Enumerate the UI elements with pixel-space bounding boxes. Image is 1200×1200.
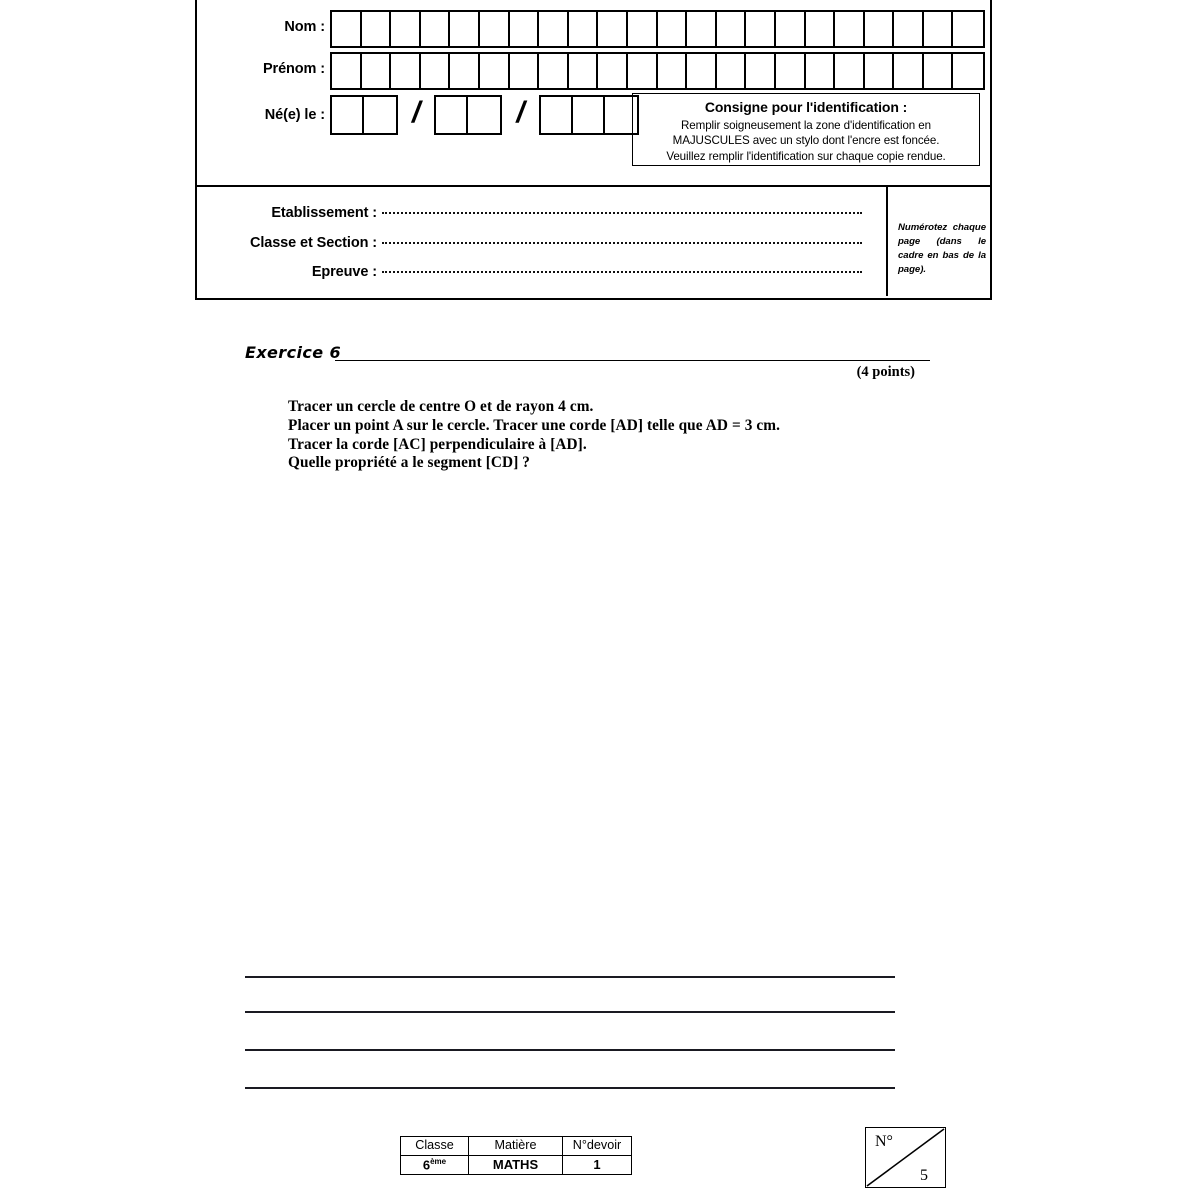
epreuve-row xyxy=(197,264,886,280)
character-cell[interactable] xyxy=(569,54,599,88)
character-cell[interactable] xyxy=(717,12,747,46)
numbering-note xyxy=(890,187,994,296)
exercise-header xyxy=(245,343,930,363)
character-cell[interactable] xyxy=(776,12,806,46)
character-cell[interactable] xyxy=(835,54,865,88)
character-cell[interactable] xyxy=(573,97,605,133)
identification-frame xyxy=(195,0,992,300)
character-cell[interactable] xyxy=(362,54,392,88)
table-header-row xyxy=(401,1137,632,1156)
exercise-rule xyxy=(335,360,930,361)
school-fields xyxy=(197,187,888,296)
prenom-row xyxy=(197,50,990,88)
character-cell[interactable] xyxy=(658,12,688,46)
character-cell[interactable] xyxy=(332,97,364,133)
classe-ordinal-suffix: ème xyxy=(430,1156,447,1166)
character-cell[interactable] xyxy=(687,54,717,88)
value-matiere: MATHS xyxy=(469,1155,563,1175)
character-cell[interactable] xyxy=(658,54,688,88)
character-cell[interactable] xyxy=(953,12,983,46)
character-cell[interactable] xyxy=(510,12,540,46)
character-cell[interactable] xyxy=(806,12,836,46)
statement-line-2: Placer un point A sur le cercle. Tracer une corde [AD] telle que AD = 3 cm. xyxy=(288,416,781,434)
character-cell[interactable] xyxy=(510,54,540,88)
classe-number: 6 xyxy=(422,1157,431,1173)
answer-line[interactable] xyxy=(245,1087,895,1089)
character-cell[interactable] xyxy=(468,97,500,133)
character-cell[interactable] xyxy=(687,12,717,46)
character-cell[interactable] xyxy=(332,54,362,88)
character-cell[interactable] xyxy=(924,54,954,88)
page-number-box xyxy=(865,1127,946,1188)
character-cell[interactable] xyxy=(865,54,895,88)
header-numero-devoir: N°devoir xyxy=(563,1137,632,1156)
character-cell[interactable] xyxy=(480,54,510,88)
header-matiere: Matière xyxy=(469,1137,563,1156)
character-cell[interactable] xyxy=(421,54,451,88)
character-cell[interactable] xyxy=(450,12,480,46)
character-cell[interactable] xyxy=(746,54,776,88)
statement-line-1: Tracer un cercle de centre O et de rayon 4 cm. xyxy=(288,398,594,415)
prenom-input-boxes[interactable] xyxy=(330,52,985,90)
character-cell[interactable] xyxy=(364,97,396,133)
character-cell[interactable] xyxy=(835,12,865,46)
statement-line-3: Tracer la corde [AC] perpendiculaire à [AD]. xyxy=(288,435,587,453)
exercise-statement xyxy=(288,398,928,473)
character-cell[interactable] xyxy=(332,12,362,46)
etablissement-row xyxy=(197,205,886,221)
footer-info-table xyxy=(400,1136,632,1175)
answer-line[interactable] xyxy=(245,1049,895,1051)
character-cell[interactable] xyxy=(894,12,924,46)
consigne-line-1: Remplir soigneusement la zone d'identification en xyxy=(681,119,931,132)
etablissement-input[interactable] xyxy=(382,212,862,214)
date-separator-2: / xyxy=(516,96,525,129)
character-cell[interactable] xyxy=(628,12,658,46)
character-cell[interactable] xyxy=(569,12,599,46)
statement-line-4: Quelle propriété a le segment [CD] ? xyxy=(288,454,531,472)
character-cell[interactable] xyxy=(806,54,836,88)
etablissement-label: Etablissement : xyxy=(271,205,377,221)
epreuve-input[interactable] xyxy=(382,271,862,273)
character-cell[interactable] xyxy=(598,12,628,46)
birth-month-boxes[interactable] xyxy=(434,95,502,135)
answer-line[interactable] xyxy=(245,1011,895,1013)
identification-bottom-section xyxy=(197,187,990,296)
character-cell[interactable] xyxy=(865,12,895,46)
prenom-label: Prénom : xyxy=(262,61,325,77)
character-cell[interactable] xyxy=(391,12,421,46)
consigne-line-2: MAJUSCULES avec un stylo dont l'encre est foncée. xyxy=(672,134,940,148)
classe-section-label: Classe et Section : xyxy=(249,235,377,251)
page-number-label: N° xyxy=(875,1133,893,1150)
birthdate-label: Né(e) le : xyxy=(264,107,325,123)
consigne-line-3: Veuillez remplir l'identification sur chaque copie rendue. xyxy=(666,149,946,163)
page-number-value: 5 xyxy=(920,1167,928,1184)
table-row xyxy=(401,1155,632,1175)
numbering-note-text: Numérotez chaque page (dans le cadre en bas de la page). xyxy=(898,222,986,275)
birthdate-boxes xyxy=(330,95,639,135)
character-cell[interactable] xyxy=(480,12,510,46)
epreuve-label: Epreuve : xyxy=(311,264,377,280)
character-cell[interactable] xyxy=(598,54,628,88)
nom-input-boxes[interactable] xyxy=(330,10,985,48)
identification-top-section xyxy=(197,0,990,187)
character-cell[interactable] xyxy=(746,12,776,46)
header-classe: Classe xyxy=(401,1137,469,1156)
character-cell[interactable] xyxy=(391,54,421,88)
classe-section-input[interactable] xyxy=(382,242,862,244)
character-cell[interactable] xyxy=(450,54,480,88)
character-cell[interactable] xyxy=(953,54,983,88)
character-cell[interactable] xyxy=(421,12,451,46)
consigne-box xyxy=(632,93,980,166)
character-cell[interactable] xyxy=(894,54,924,88)
nom-label: Nom : xyxy=(284,19,325,35)
value-numero-devoir: 1 xyxy=(563,1155,632,1175)
character-cell[interactable] xyxy=(539,54,569,88)
character-cell[interactable] xyxy=(541,97,573,133)
character-cell[interactable] xyxy=(717,54,747,88)
consigne-title: Consigne pour l'identification : xyxy=(704,99,908,115)
value-classe xyxy=(401,1155,469,1175)
exercise-points: (4 points) xyxy=(856,364,915,380)
nom-row xyxy=(197,8,990,46)
birth-day-boxes[interactable] xyxy=(330,95,398,135)
character-cell[interactable] xyxy=(776,54,806,88)
character-cell[interactable] xyxy=(628,54,658,88)
character-cell[interactable] xyxy=(436,97,468,133)
answer-line[interactable] xyxy=(245,976,895,978)
classe-section-row xyxy=(197,235,886,251)
character-cell[interactable] xyxy=(924,12,954,46)
exercise-title: Exercice 6 xyxy=(245,343,341,362)
character-cell[interactable] xyxy=(539,12,569,46)
birth-year-boxes[interactable] xyxy=(539,95,639,135)
date-separator-1: / xyxy=(412,96,421,129)
character-cell[interactable] xyxy=(362,12,392,46)
